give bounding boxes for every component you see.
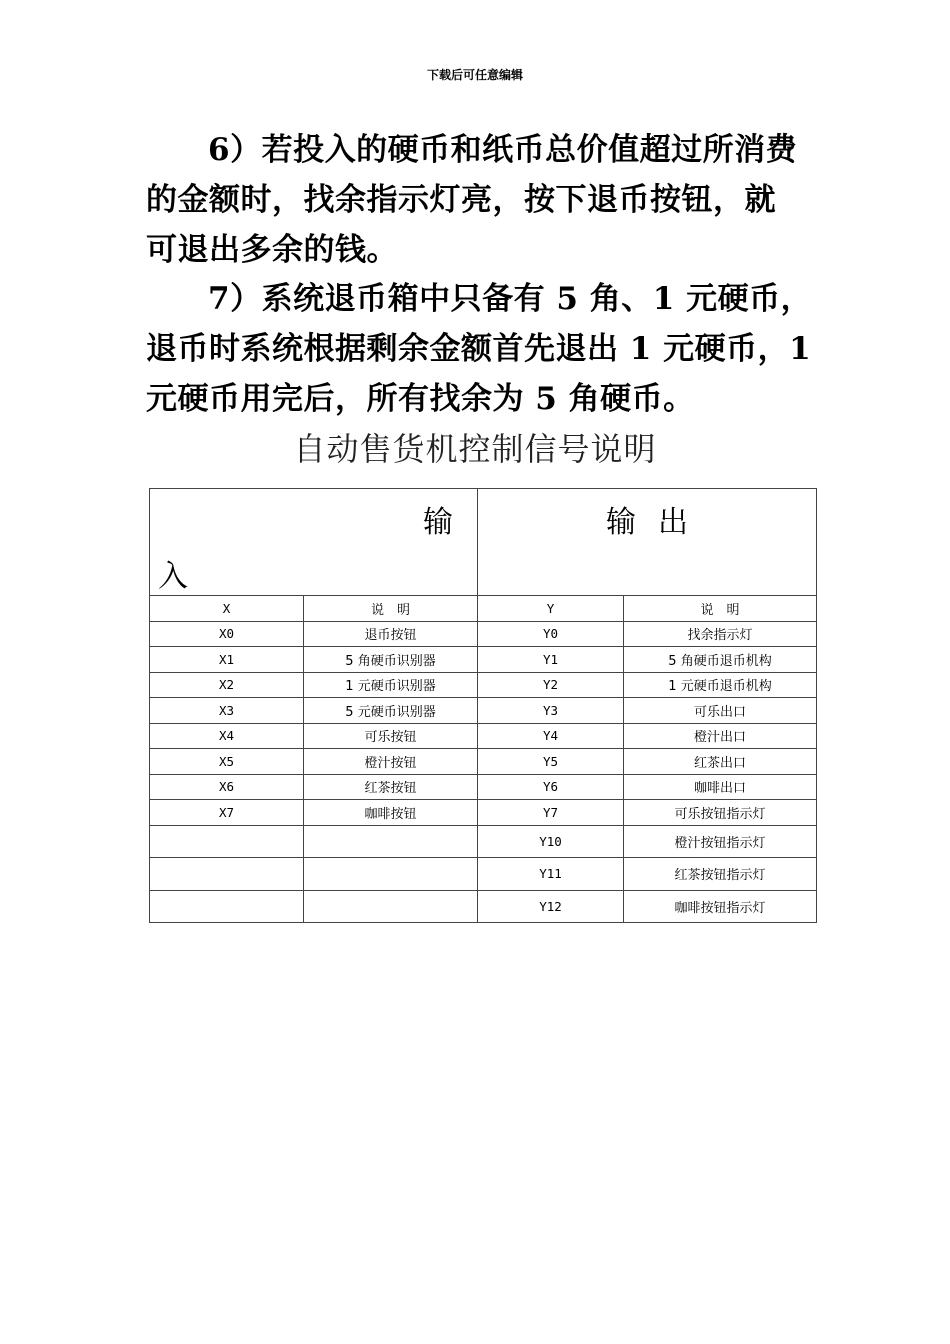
table-cell: Y5: [478, 749, 624, 775]
table-cell: 橙汁按钮指示灯: [624, 825, 817, 858]
table-cell: [304, 858, 478, 891]
table-cell: Y12: [478, 890, 624, 923]
paragraph-line: 可退出多余的钱。: [146, 232, 398, 268]
table-cell: Y11: [478, 858, 624, 891]
table-cell: X4: [150, 723, 304, 749]
table-row: [150, 698, 817, 724]
table-cell: X7: [150, 800, 304, 826]
table-row: [150, 890, 817, 923]
table-cell: [150, 825, 304, 858]
table-row: [150, 825, 817, 858]
paragraph-line: 退币时系统根据剩余金额首先退出 1 元硬币，1: [146, 331, 812, 367]
table-cell: [304, 890, 478, 923]
table-row: [150, 749, 817, 775]
input-header-text: 入: [158, 559, 188, 594]
table-cell: 5 角硬币退币机构: [624, 647, 817, 673]
paragraph-line: 6）若投入的硬币和纸币总价值超过所消费: [208, 132, 798, 168]
table-cell: 橙汁按钮: [304, 749, 478, 775]
table-row: [150, 672, 817, 698]
table-cell: 橙汁出口: [624, 723, 817, 749]
table-cell: 5 角硬币识别器: [304, 647, 478, 673]
table-cell: X6: [150, 774, 304, 800]
table-cell: 找余指示灯: [624, 621, 817, 647]
section-title: 自动售货机控制信号说明: [293, 430, 657, 468]
table-cell: 1 元硬币识别器: [304, 672, 478, 698]
table-cell: Y10: [478, 825, 624, 858]
table-column-header-row: [150, 596, 817, 622]
input-header-cell: [150, 489, 478, 596]
column-header: Y: [478, 596, 624, 622]
table-cell: 咖啡按钮指示灯: [624, 890, 817, 923]
table-group-header-row: [150, 489, 817, 596]
table-cell: Y3: [478, 698, 624, 724]
table-cell: Y2: [478, 672, 624, 698]
table-cell: [150, 890, 304, 923]
table-cell: 可乐出口: [624, 698, 817, 724]
paragraph-line: 元硬币用完后，所有找余为 5 角硬币。: [146, 381, 695, 417]
paragraph-7: [146, 274, 814, 424]
table-cell: Y7: [478, 800, 624, 826]
table-cell: Y0: [478, 621, 624, 647]
page-header: 下载后可任意编辑: [426, 68, 523, 82]
table-cell: 可乐按钮: [304, 723, 478, 749]
table-cell: 红茶按钮: [304, 774, 478, 800]
table-cell: Y1: [478, 647, 624, 673]
signal-table: [149, 488, 817, 923]
table-cell: X0: [150, 621, 304, 647]
table-cell: X5: [150, 749, 304, 775]
table-cell: X1: [150, 647, 304, 673]
table-row: [150, 647, 817, 673]
paragraph-6: [146, 125, 814, 275]
table-row: [150, 723, 817, 749]
table-row: [150, 621, 817, 647]
table-cell: 咖啡出口: [624, 774, 817, 800]
table-cell: 退币按钮: [304, 621, 478, 647]
paragraph-line: 7）系统退币箱中只备有 5 角、1 元硬币，: [208, 281, 813, 317]
table-cell: [150, 858, 304, 891]
table-cell: Y4: [478, 723, 624, 749]
paragraph-line: 的金额时，找余指示灯亮，按下退币按钮，就: [146, 182, 776, 218]
table-cell: [304, 825, 478, 858]
table-row: [150, 800, 817, 826]
table-cell: 咖啡按钮: [304, 800, 478, 826]
table-cell: 红茶出口: [624, 749, 817, 775]
output-header-cell: [478, 489, 817, 596]
table-cell: 5 元硬币识别器: [304, 698, 478, 724]
table-cell: X3: [150, 698, 304, 724]
table-cell: 红茶按钮指示灯: [624, 858, 817, 891]
table-cell: X2: [150, 672, 304, 698]
column-header: 说 明: [624, 596, 817, 622]
column-header: 说 明: [304, 596, 478, 622]
output-header-text: 输出: [606, 505, 710, 540]
table-cell: 1 元硬币退币机构: [624, 672, 817, 698]
table-row: [150, 858, 817, 891]
table-row: [150, 774, 817, 800]
input-header-text: 输: [423, 505, 453, 540]
table-cell: Y6: [478, 774, 624, 800]
table-cell: 可乐按钮指示灯: [624, 800, 817, 826]
column-header: X: [150, 596, 304, 622]
